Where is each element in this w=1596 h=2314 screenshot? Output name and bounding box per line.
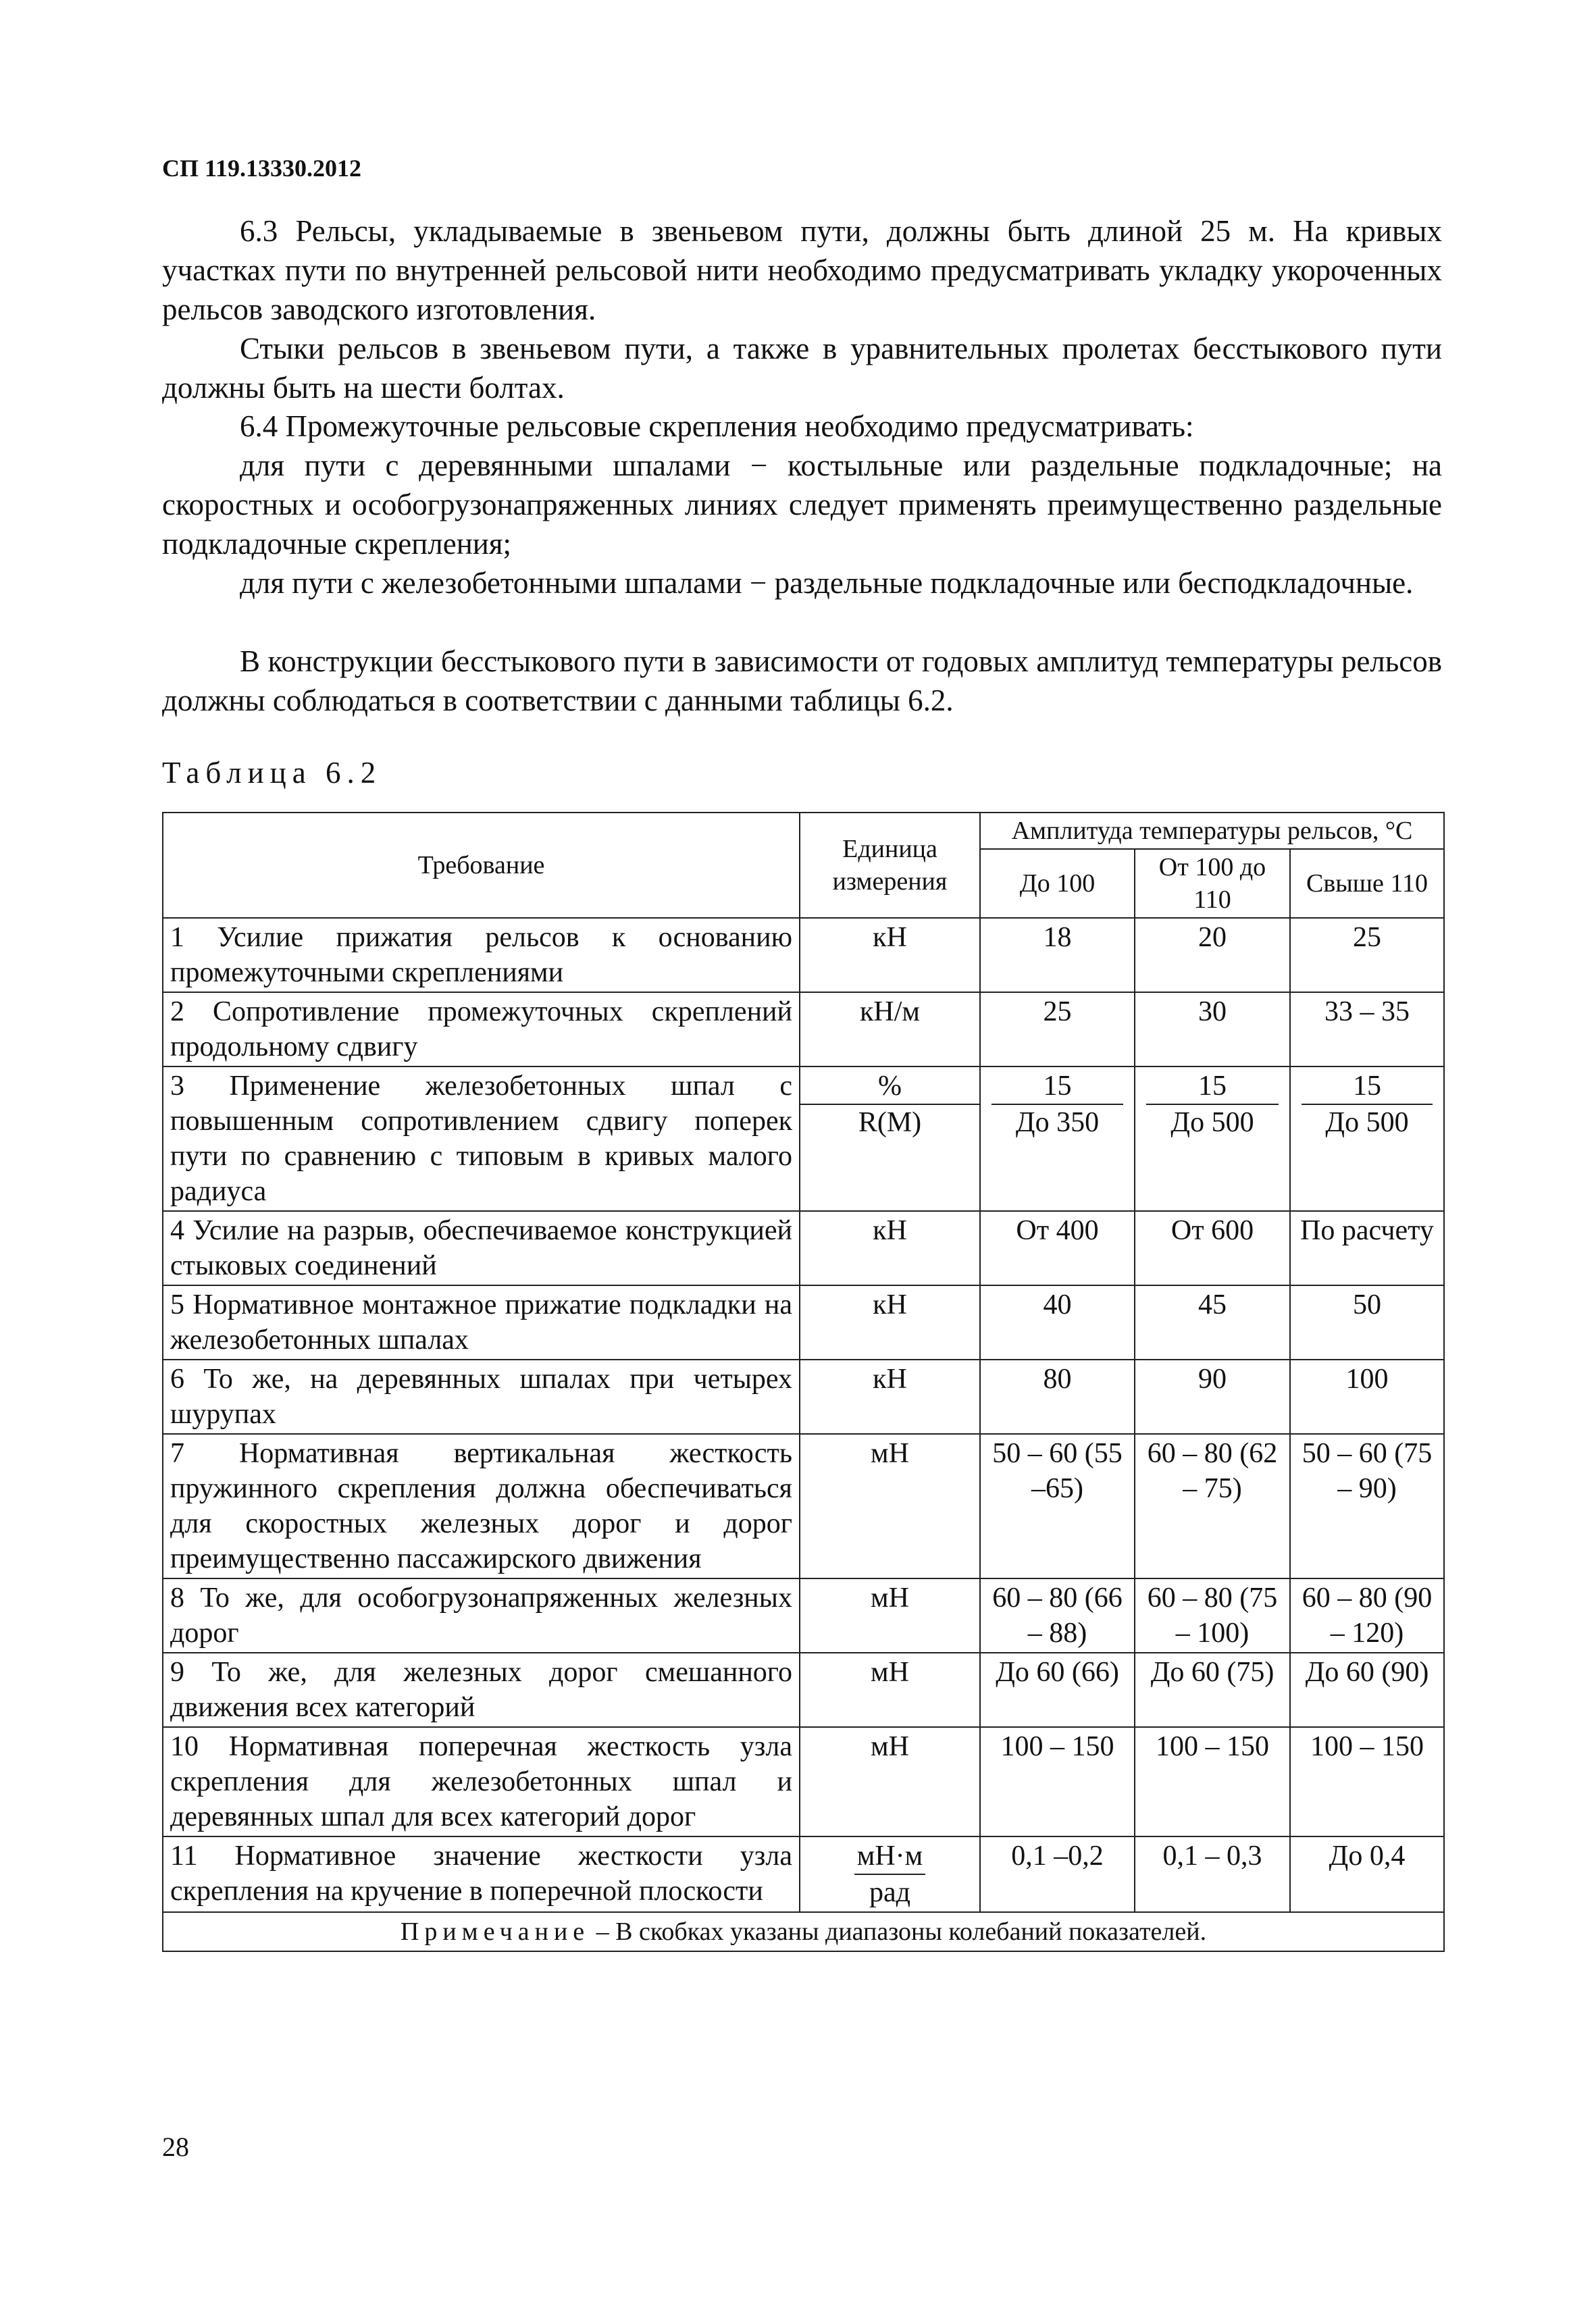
- row-value-top: 15: [992, 1069, 1123, 1105]
- table-note: [163, 1912, 1444, 1951]
- row-requirement: 7 Нормативная вертикальная жесткость пружинного скрепления должна обеспечиваться для скоростных железных дорог и дорог преимущественно пассажирского движения: [163, 1434, 800, 1578]
- requirements-table: [162, 812, 1445, 1952]
- row-requirement: 9 То же, для железных дорог смешанного движения всех категорий: [163, 1653, 800, 1727]
- row-requirement: 6 То же, на деревянных шпалах при четырех шурупах: [163, 1360, 800, 1434]
- paragraph-concrete-sleepers: для пути с железобетонными шпалами − раздельные подкладочные или бесподкладочные.: [240, 566, 1414, 600]
- row-value-top: 15: [1302, 1069, 1433, 1105]
- table-header-row: [163, 813, 1444, 849]
- row-value: 80: [980, 1360, 1135, 1434]
- row-value: До 0,4: [1290, 1836, 1444, 1912]
- row-value: 60 – 80 (62 – 75): [1135, 1434, 1290, 1578]
- row-unit: кН: [800, 1285, 980, 1360]
- row-value: От 400: [980, 1211, 1135, 1285]
- row-value: 100: [1290, 1360, 1444, 1434]
- row-unit-denominator: рад: [869, 1877, 910, 1908]
- note-label: Примечание: [400, 1918, 590, 1946]
- row-requirement: 2 Сопротивление промежуточных скреплений продольному сдвигу: [163, 992, 800, 1066]
- table-row: [163, 918, 1444, 992]
- paragraph-wooden-sleepers: для пути с деревянными шпалами − костыльные или раздельные подкладочные; на скоростных и особогрузонапряженных линиях следует применять преимущественно раздельные подкладочные скрепления;: [162, 448, 1442, 561]
- row-value: 25: [1290, 918, 1444, 992]
- row-value: До 60 (66): [980, 1653, 1135, 1727]
- row-unit-percent: %: [800, 1069, 979, 1105]
- row-requirement: 8 То же, для особогрузонапряженных железных дорог: [163, 1578, 800, 1653]
- table-row: [163, 1285, 1444, 1360]
- row-unit: кН/м: [800, 992, 980, 1066]
- header-unit: Единица измерения: [800, 813, 980, 918]
- row-unit: мН: [800, 1727, 980, 1836]
- row-value-split: [1135, 1066, 1290, 1211]
- header-col-over-110: Свыше 110: [1290, 849, 1444, 918]
- row-value: 100 – 150: [1135, 1727, 1290, 1836]
- row-value: 100 – 150: [1290, 1727, 1444, 1836]
- row-unit-split: [800, 1066, 980, 1211]
- row-value: 50 – 60 (75 – 90): [1290, 1434, 1444, 1578]
- page-number: 28: [162, 2132, 189, 2162]
- table-row: [163, 1836, 1444, 1912]
- row-unit: мН: [800, 1434, 980, 1578]
- row-value-bottom: До 500: [1170, 1107, 1254, 1138]
- row-value: 100 – 150: [980, 1727, 1135, 1836]
- paragraph-6-3: 6.3 Рельсы, укладываемые в звеньевом пути, должны быть длиной 25 м. На кривых участках пути по внутренней рельсовой нити необходимо предусматривать укладку укороченных рельсов заводского изготовления.: [162, 214, 1442, 326]
- row-value: 25: [980, 992, 1135, 1066]
- row-value: 33 – 35: [1290, 992, 1444, 1066]
- header-col-100-110: От 100 до 110: [1135, 849, 1290, 918]
- paragraph-6-4: 6.4 Промежуточные рельсовые скрепления необходимо предусматривать:: [240, 409, 1194, 443]
- row-unit: кН: [800, 1360, 980, 1434]
- row-value: До 60 (75): [1135, 1653, 1290, 1727]
- row-value-bottom: До 500: [1325, 1107, 1409, 1138]
- table-row: [163, 992, 1444, 1066]
- row-requirement: 10 Нормативная поперечная жесткость узла скрепления для железобетонных шпал и деревянных шпал для всех категорий дорог: [163, 1727, 800, 1836]
- table-row: [163, 1727, 1444, 1836]
- row-value: 0,1 –0,2: [980, 1836, 1135, 1912]
- row-value: 40: [980, 1285, 1135, 1360]
- header-amplitude: Амплитуда температуры рельсов, °С: [980, 813, 1444, 849]
- table-row: [163, 1434, 1444, 1578]
- document-code: СП 119.13330.2012: [162, 155, 362, 182]
- header-col-up-to-100: До 100: [980, 849, 1135, 918]
- row-unit-radius: R(M): [858, 1107, 922, 1138]
- row-value: 50: [1290, 1285, 1444, 1360]
- row-value: 30: [1135, 992, 1290, 1066]
- row-unit-numerator: мН·м: [854, 1839, 925, 1875]
- table-row: [163, 1653, 1444, 1727]
- row-requirement: 1 Усилие прижатия рельсов к основанию промежуточными скреплениями: [163, 918, 800, 992]
- row-unit: кН: [800, 1211, 980, 1285]
- row-requirement: 4 Усилие на разрыв, обеспечиваемое конструкцией стыковых соединений: [163, 1211, 800, 1285]
- row-value: 60 – 80 (66 – 88): [980, 1578, 1135, 1653]
- row-value-split: [980, 1066, 1135, 1211]
- row-value: До 60 (90): [1290, 1653, 1444, 1727]
- row-unit: мН: [800, 1578, 980, 1653]
- row-value: 60 – 80 (75 – 100): [1135, 1578, 1290, 1653]
- row-value: 18: [980, 918, 1135, 992]
- row-value: 90: [1135, 1360, 1290, 1434]
- row-requirement: 3 Применение железобетонных шпал с повышенным сопротивлением сдвигу поперек пути по сравнению с типовым в кривых малого радиуса: [163, 1066, 800, 1211]
- row-value-top: 15: [1146, 1069, 1279, 1105]
- table-row: [163, 1360, 1444, 1434]
- row-value: От 600: [1135, 1211, 1290, 1285]
- note-text: – В скобках указаны диапазоны колебаний показателей.: [590, 1918, 1207, 1946]
- table-row: [163, 1211, 1444, 1285]
- row-value: 60 – 80 (90 – 120): [1290, 1578, 1444, 1653]
- row-requirement: 11 Нормативное значение жесткости узла скрепления на кручение в поперечной плоскости: [163, 1836, 800, 1912]
- paragraph-continuous-track: В конструкции бесстыкового пути в зависимости от годовых амплитуд температуры рельсов должны соблюдаться в соответствии с данными таблицы 6.2.: [162, 644, 1442, 717]
- table-note-row: [163, 1912, 1444, 1951]
- row-value-split: [1290, 1066, 1444, 1211]
- table-row: [163, 1066, 1444, 1211]
- table-row: [163, 1578, 1444, 1653]
- row-unit: кН: [800, 918, 980, 992]
- row-value: 50 – 60 (55 –65): [980, 1434, 1135, 1578]
- header-requirement: Требование: [163, 813, 800, 918]
- row-value: 0,1 – 0,3: [1135, 1836, 1290, 1912]
- row-value: 45: [1135, 1285, 1290, 1360]
- row-unit: мН: [800, 1653, 980, 1727]
- row-value-bottom: До 350: [1015, 1107, 1100, 1138]
- paragraph-joints: Стыки рельсов в звеньевом пути, а также в уравнительных пролетах бесстыкового пути должны быть на шести болтах.: [162, 332, 1442, 405]
- row-unit-fraction: [800, 1836, 980, 1912]
- row-requirement: 5 Нормативное монтажное прижатие подкладки на железобетонных шпалах: [163, 1285, 800, 1360]
- table-caption: Таблица 6.2: [162, 756, 382, 790]
- row-value: 20: [1135, 918, 1290, 992]
- row-value: По расчету: [1290, 1211, 1444, 1285]
